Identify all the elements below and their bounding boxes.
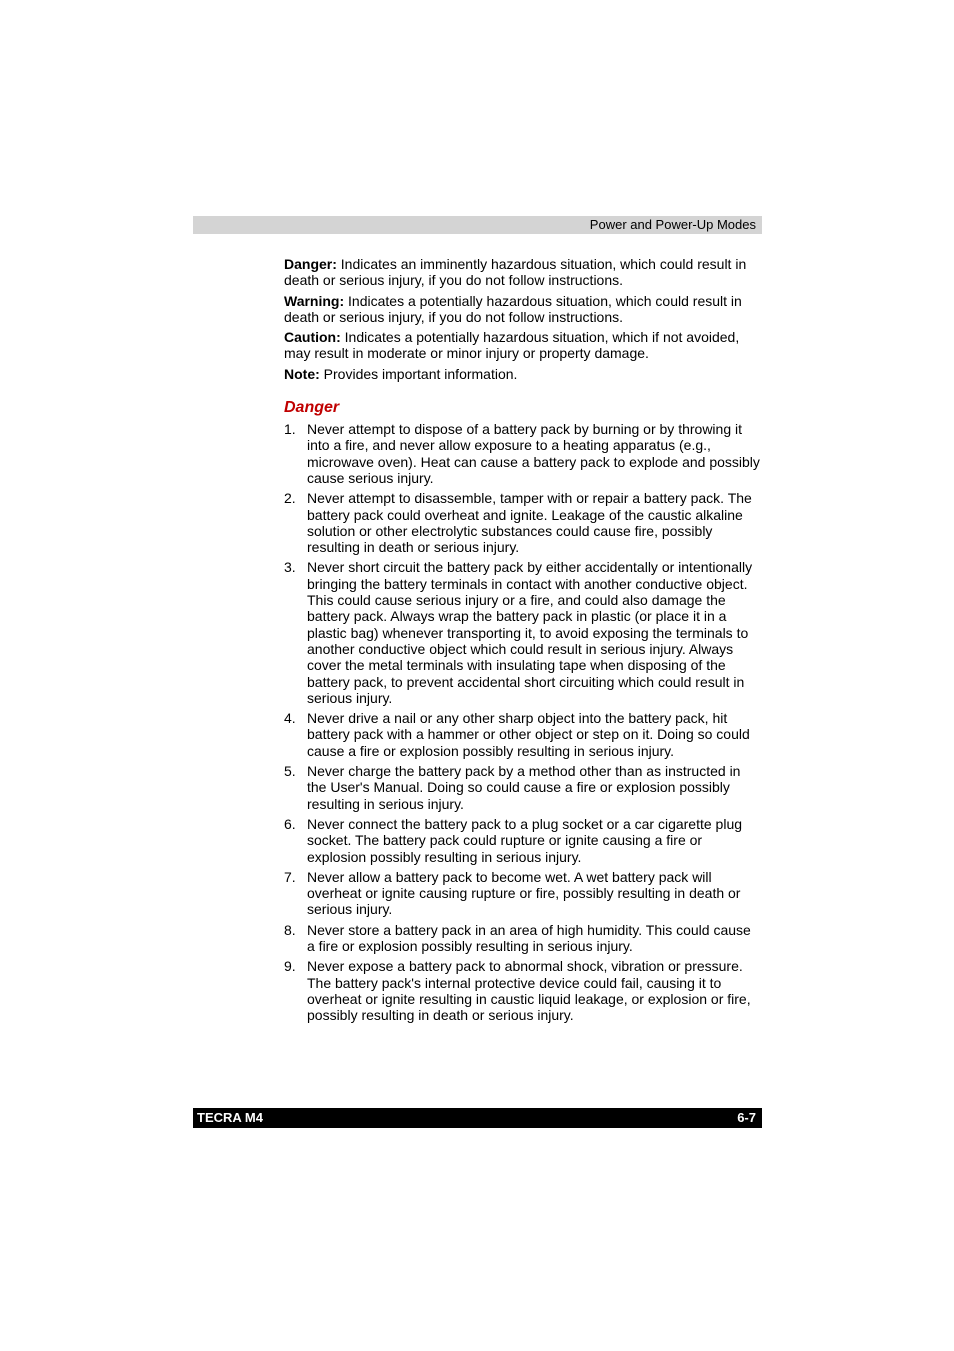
definition-term: Note: — [284, 365, 320, 382]
danger-list — [284, 421, 762, 1023]
definition-text: Indicates an imminently hazardous situation, which could result in death or serious injury, if you do not follow instructions. — [284, 256, 747, 289]
item-text: Never attempt to disassemble, tamper with or repair a battery pack. The battery pack could overheat and ignite. Leakage of the caustic alkaline solution or other electrolytic substances could cause fire, possibly resulting in death or serious injury. — [307, 490, 752, 556]
item-number: 1. — [284, 421, 296, 438]
running-header — [193, 216, 762, 234]
list-item — [284, 421, 762, 486]
item-text: Never charge the battery pack by a method other than as instructed in the User's Manual. Doing so could cause a fire or explosion possibly resulting in serious injury. — [307, 763, 741, 812]
definition-text: Provides important information. — [319, 365, 518, 382]
item-number: 5. — [284, 763, 296, 780]
product-name: TECRA M4 — [197, 1110, 263, 1125]
list-item — [284, 763, 762, 812]
definition-caution — [284, 329, 762, 362]
item-text: Never store a battery pack in an area of high humidity. This could cause a fire or explosion possibly resulting in serious injury. — [307, 921, 751, 954]
item-text: Never connect the battery pack to a plug socket or a car cigarette plug socket. The battery pack could rupture or ignite causing a fire or explosion possibly resulting in serious injury. — [307, 815, 743, 865]
list-item — [284, 958, 762, 1023]
section-heading: Danger — [284, 399, 340, 417]
page-number: 6-7 — [737, 1110, 756, 1125]
list-item — [284, 922, 762, 955]
list-item — [284, 710, 762, 759]
item-number: 8. — [284, 921, 296, 938]
item-number: 6. — [284, 815, 296, 832]
list-item — [284, 559, 762, 706]
definition-term: Caution: — [284, 329, 341, 346]
definition-danger — [284, 256, 762, 289]
running-footer — [193, 1108, 762, 1128]
list-item — [284, 869, 762, 918]
item-text: Never short circuit the battery pack by either accidentally or intentionally bringing the battery terminals in contact with another conductive object. This could cause serious injury or a fire, and could also damage the battery pack. Always wrap the battery pack in plastic (or place it in a plastic bag) whenever transporting it, to avoid exposing the terminals to another conductive object which could result in serious injury. Always cover the metal terminals with insulating tape when disposing of the battery pack, to prevent accidental short circuiting which could result in serious injury. — [307, 559, 753, 706]
list-item — [284, 490, 762, 555]
list-item — [284, 816, 762, 865]
item-text: Never attempt to dispose of a battery pack by burning or by throwing it into a fire, and never allow exposure to a heating apparatus (e.g., microwave oven). Heat can cause a battery pack to explode and possibly cause serious injury. — [307, 421, 760, 486]
item-number: 4. — [284, 710, 296, 727]
definition-text: Indicates a potentially hazardous situation, which could result in death or serious injury, if you do not follow instructions. — [284, 292, 742, 325]
item-number: 7. — [284, 868, 296, 885]
definition-term: Warning: — [284, 292, 345, 309]
item-text: Never expose a battery pack to abnormal shock, vibration or pressure. The battery pack's internal protective device could fail, causing it to overheat or ignite resulting in caustic liquid leakage, or explosion or fire, possibly resulting in death or serious injury. — [307, 958, 751, 1024]
item-text: Never drive a nail or any other sharp object into the battery pack, hit battery pack with a hammer or other object or step on it. Doing so could cause a fire or explosion possibly resulting in serious injury. — [307, 710, 750, 759]
definition-note — [284, 366, 762, 382]
definition-warning — [284, 293, 762, 326]
item-number: 3. — [284, 559, 296, 576]
chapter-title: Power and Power-Up Modes — [589, 217, 756, 232]
item-text: Never allow a battery pack to become wet. A wet battery pack will overheat or ignite causing rupture or fire, possibly resulting in death or serious injury. — [307, 868, 741, 918]
definition-term: Danger: — [284, 256, 337, 272]
item-number: 2. — [284, 490, 296, 507]
page-content — [284, 256, 762, 1027]
item-number: 9. — [284, 958, 296, 975]
definition-text: Indicates a potentially hazardous situation, which if not avoided, may result in moderate or minor injury or property damage. — [284, 329, 740, 362]
